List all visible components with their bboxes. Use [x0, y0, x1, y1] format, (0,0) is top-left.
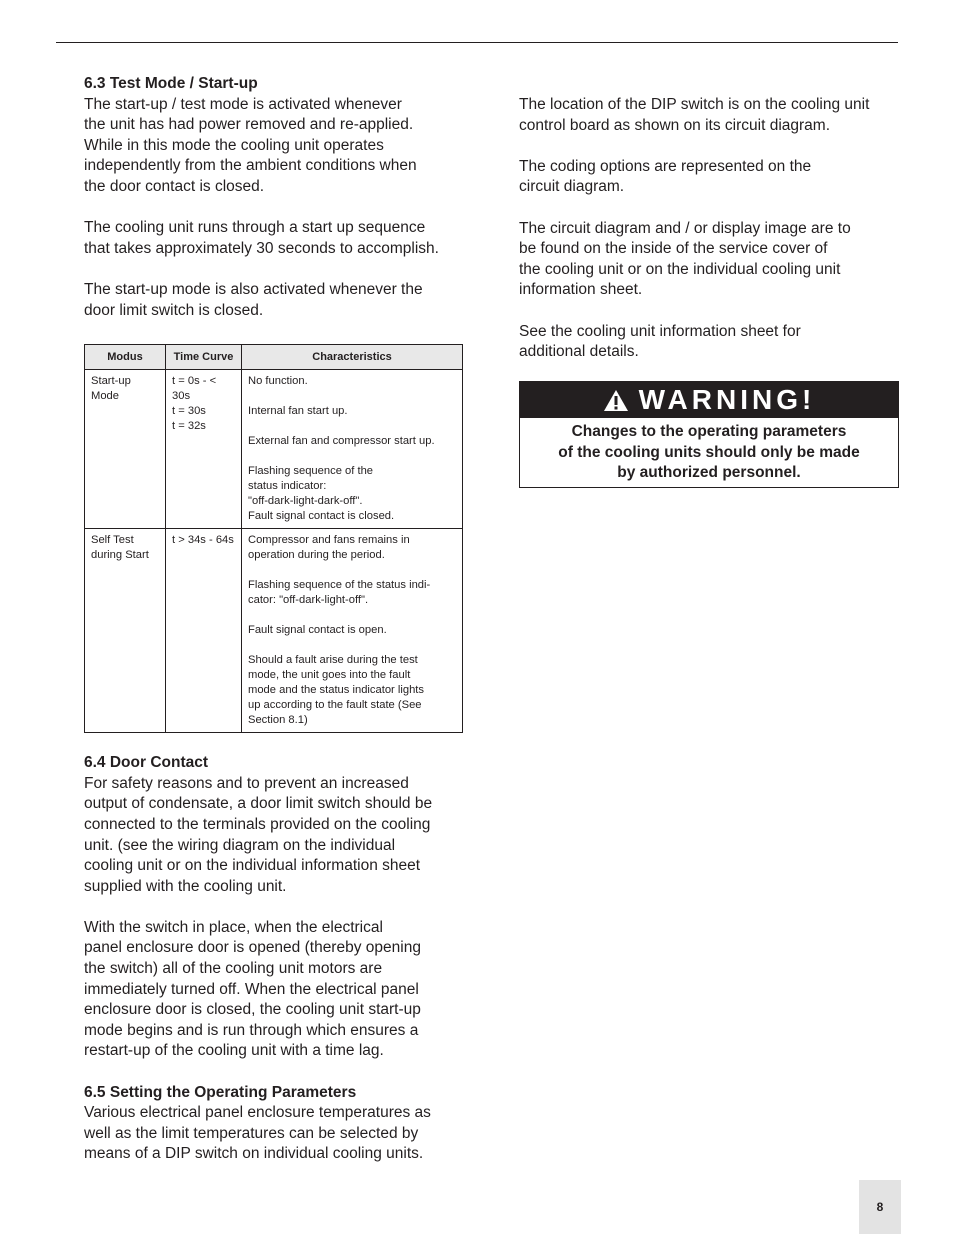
table-row — [85, 370, 463, 529]
text-line: circuit diagram. — [519, 178, 625, 196]
section-6-4-paragraph-2 — [84, 918, 464, 1062]
text-line: The start-up / test mode is activated whenever — [84, 95, 402, 113]
text-line: status indicator: — [248, 480, 327, 493]
text-line: Flashing sequence of the — [248, 465, 374, 478]
text-line: Start-up — [91, 375, 131, 388]
text-line: door limit switch is closed. — [84, 301, 264, 319]
text-line: the cooling unit or on the individual cooling unit — [519, 260, 841, 278]
cell-characteristics — [242, 370, 463, 529]
text-line: the switch) all of the cooling unit motors are — [84, 960, 383, 978]
text-line: information sheet. — [519, 281, 643, 299]
text-line: The coding options are represented on the — [519, 157, 812, 175]
text-line: panel enclosure door is opened (thereby opening — [84, 939, 421, 957]
text-line: "off-dark-light-dark-off". — [248, 495, 363, 508]
text-line: well as the limit temperatures can be selected by — [84, 1124, 419, 1142]
warning-header — [520, 382, 898, 418]
section-6-3-paragraph-3 — [84, 280, 464, 321]
text-line: restart-up of the cooling unit with a time lag. — [84, 1042, 384, 1060]
text-line: The location of the DIP switch is on the cooling unit — [519, 96, 870, 113]
text-line: unit. (see the wiring diagram on the individual — [84, 836, 396, 854]
warning-triangle-icon — [603, 389, 629, 412]
warning-body — [520, 418, 898, 487]
warning-title: WARNING! — [638, 384, 816, 415]
table-header-row — [85, 345, 463, 370]
text-line — [248, 419, 457, 434]
header-time-curve: Time Curve — [166, 345, 242, 370]
text-line: t = 0s - < 30s — [172, 375, 217, 403]
text-line — [248, 608, 457, 623]
text-line: No function. — [248, 375, 308, 388]
text-line: Internal fan start up. — [248, 405, 348, 418]
text-line: the door contact is closed. — [84, 177, 265, 195]
section-6-3-heading: 6.3 Test Mode / Start-up — [84, 75, 258, 92]
section-6-4-heading: 6.4 Door Contact — [84, 754, 209, 772]
right-paragraph-2 — [519, 157, 899, 198]
text-line: mode, the unit goes into the fault — [248, 669, 411, 682]
text-line: Compressor and fans remains in — [248, 534, 410, 547]
header-modus: Modus — [85, 345, 166, 370]
page-number: 8 — [859, 1180, 901, 1234]
text-line: The start-up mode is also activated whenever the — [84, 280, 423, 298]
cell-time-curve — [166, 370, 242, 529]
text-line: enclosure door is closed, the cooling unit start-up — [84, 1001, 421, 1019]
text-line: Changes to the operating parameters — [571, 423, 847, 440]
text-line — [248, 638, 457, 653]
text-line: Should a fault arise during the test — [248, 654, 418, 667]
text-line: supplied with the cooling unit. — [84, 877, 287, 895]
text-line: Section 8.1) — [248, 714, 308, 727]
section-6-5-paragraph-1 — [84, 1103, 464, 1165]
right-paragraph-4 — [519, 322, 899, 363]
text-line: Flashing sequence of the status indi- — [248, 579, 431, 592]
text-line: output of condensate, a door limit switch should be — [84, 795, 433, 813]
cell-time-curve — [166, 529, 242, 733]
text-line: operation during the period. — [248, 549, 385, 562]
text-line: control board as shown on its circuit diagram. — [519, 116, 831, 134]
right-paragraph-3 — [519, 219, 899, 301]
text-line: means of a DIP switch on individual cooling units. — [84, 1145, 424, 1163]
text-line: With the switch in place, when the electrical — [84, 918, 383, 936]
text-line: The circuit diagram and / or display image are to — [519, 219, 851, 237]
text-line: t = 32s — [172, 420, 206, 433]
header-rule — [56, 42, 898, 43]
warning-box — [519, 381, 899, 488]
text-line: cooling unit or on the individual information sheet — [84, 857, 421, 875]
text-line: during Start — [91, 549, 149, 562]
text-line: Fault signal contact is closed. — [248, 510, 395, 523]
section-6-3-paragraph-2 — [84, 218, 464, 259]
text-line — [248, 389, 457, 404]
text-line: up according to the fault state (See — [248, 699, 422, 712]
text-line: by authorized personnel. — [617, 464, 801, 482]
section-6-4-paragraph-1 — [84, 774, 464, 898]
test-mode-table — [84, 344, 463, 733]
text-line: External fan and compressor start up. — [248, 435, 435, 448]
text-line: of the cooling units should only be made — [558, 443, 860, 461]
header-characteristics: Characteristics — [242, 345, 463, 370]
section-6-5-heading: 6.5 Setting the Operating Parameters — [84, 1083, 357, 1101]
text-line: Various electrical panel enclosure temperatures as — [84, 1104, 431, 1122]
text-line: immediately turned off. When the electrical panel — [84, 980, 419, 998]
text-line: mode and the status indicator lights — [248, 684, 424, 697]
cell-modus — [85, 370, 166, 529]
text-line: that takes approximately 30 seconds to accomplish. — [84, 239, 439, 257]
text-line: t = 30s — [172, 405, 206, 418]
text-line: For safety reasons and to prevent an increased — [84, 774, 409, 792]
text-line — [248, 449, 457, 464]
text-line: See the cooling unit information sheet for — [519, 322, 801, 340]
cell-characteristics — [242, 529, 463, 733]
text-line: Self Test — [91, 534, 134, 547]
right-paragraph-1 — [519, 95, 899, 136]
section-6-3-paragraph-1 — [84, 95, 464, 198]
text-line: t > 34s - 64s — [172, 534, 234, 547]
text-line: The cooling unit runs through a start up sequence — [84, 219, 426, 237]
text-line: additional details. — [519, 343, 639, 361]
text-line: connected to the terminals provided on the cooling — [84, 815, 431, 833]
cell-modus — [85, 529, 166, 733]
text-line: Mode — [91, 390, 119, 403]
text-line: be found on the inside of the service cover of — [519, 240, 828, 258]
text-line: mode begins and is run through which ensures a — [84, 1021, 419, 1039]
text-line: cator: "off-dark-light-off". — [248, 594, 369, 607]
table-row — [85, 529, 463, 733]
text-line: independently from the ambient conditions when — [84, 157, 417, 175]
text-line: While in this mode the cooling unit operates — [84, 136, 384, 154]
text-line: Fault signal contact is open. — [248, 624, 387, 637]
text-line: the unit has had power removed and re-applied. — [84, 116, 414, 134]
right-column — [519, 95, 899, 363]
text-line — [248, 563, 457, 578]
left-column — [84, 74, 464, 1165]
